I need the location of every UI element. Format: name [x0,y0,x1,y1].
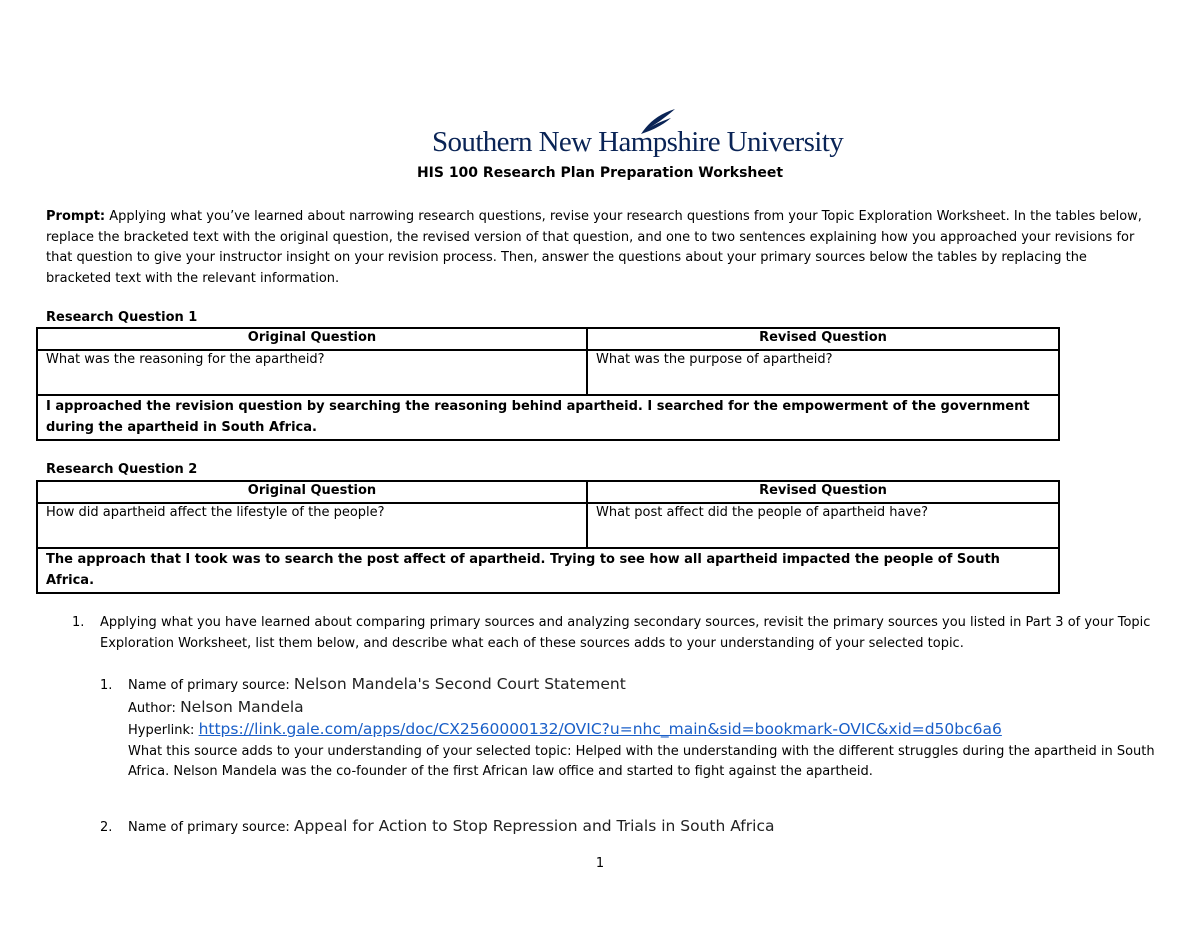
revised-question-header: Revised Question [587,328,1059,350]
source-name: Nelson Mandela's Second Court Statement [293,675,626,693]
research-question-2-label: Research Question 2 [46,462,198,477]
revised-question-header: Revised Question [587,481,1059,503]
source-1-number: 1. [100,678,113,693]
worksheet-title: HIS 100 Research Plan Preparation Worksheet [416,165,784,181]
university-logo [432,108,844,160]
source-adds-text: Helped with the understanding with the different struggles during the apartheid in South Africa. Nelson Mandela was the co-founder of the first African law office and started to fight against the apartheid. [128,743,1155,779]
source-adds-label: What this source adds to your understanding of your selected topic: [128,743,576,759]
revised-question-cell: What was the purpose of apartheid? [587,350,1059,395]
source-hyperlink-label: Hyperlink: [128,723,199,738]
revised-question-cell: What post affect did the people of apartheid have? [587,503,1059,548]
logo-wordmark: Southern New Hampshire University [432,126,844,158]
source-2-number: 2. [100,820,113,835]
source-name-label: Name of primary source: [128,820,294,835]
question-1-number: 1. [72,615,85,630]
revision-explanation-cell: The approach that I took was to search the post affect of apartheid. Trying to see how all apartheid impacted the people of South Africa. [37,548,1059,593]
research-question-2-table [36,480,1060,594]
question-1-text: Applying what you have learned about comparing primary sources and analyzing secondary sources, revisit the primary sources you listed in Part 3 of your Topic Exploration Worksheet, list them below, and describe what each of these sources adds to your understanding of your selected topic. [100,615,1151,651]
page-number: 1 [595,856,605,871]
source-name: Appeal for Action to Stop Repression and Trials in South Africa [293,817,775,835]
revision-explanation-cell: I approached the revision question by searching the reasoning behind apartheid. I searched for the empowerment of the government during the apartheid in South Africa. [37,395,1059,440]
source-author-label: Author: [128,700,181,716]
prompt-label: Prompt: [46,209,106,224]
source-hyperlink[interactable]: https://link.gale.com/apps/doc/CX2560000132/OVIC?u=nhc_main&sid=bookmark-OVIC&xid=d50bc6a6 [198,720,1002,738]
prompt-text: Applying what you’ve learned about narrowing research questions, revise your research questions from your Topic Exploration Worksheet. In the tables below, replace the bracketed text with the original question, the revised version of that question, and one to two sentences explaining how you approached your revisions for that question to give your instructor insight on your revision process. Then, answer the questions about your primary sources below the tables by replacing the bracketed text with the relevant information. [46,209,1142,286]
original-question-header: Original Question [37,481,587,503]
research-question-1-table [36,327,1060,441]
original-question-cell: What was the reasoning for the apartheid? [37,350,587,395]
source-name-label: Name of primary source: [128,678,294,693]
original-question-cell: How did apartheid affect the lifestyle of the people? [37,503,587,548]
research-question-1-label: Research Question 1 [46,310,198,325]
original-question-header: Original Question [37,328,587,350]
prompt-paragraph [46,207,1146,289]
source-author: Nelson Mandela [180,697,304,716]
